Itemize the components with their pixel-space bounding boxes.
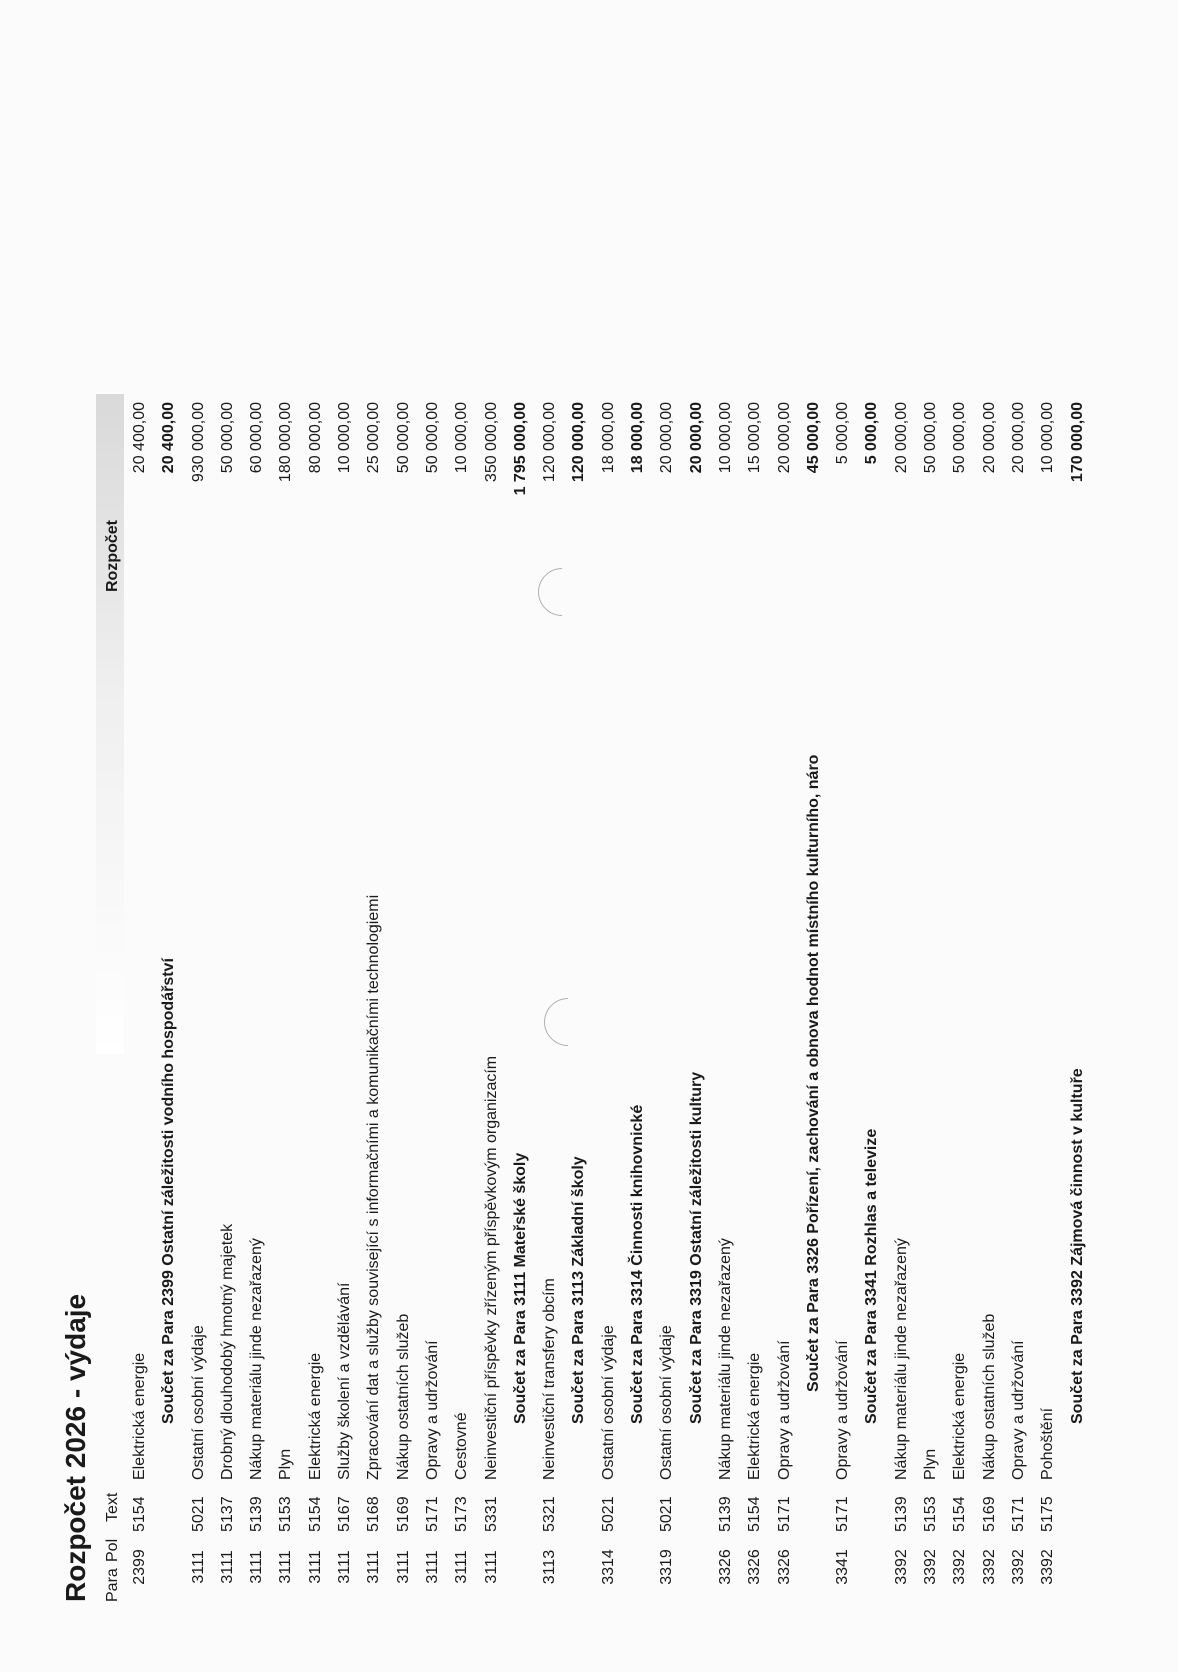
cell-amount: 20 400,00 bbox=[160, 402, 178, 474]
cell-para: 3111 bbox=[482, 1550, 500, 1584]
cell-pol: 5021 bbox=[189, 1496, 207, 1532]
table-row bbox=[302, 402, 331, 1602]
cell-para: 3111 bbox=[423, 1550, 441, 1584]
table-row bbox=[126, 402, 155, 1602]
cell-pol: 5169 bbox=[980, 1496, 998, 1532]
cell-para: 3326 bbox=[716, 1549, 734, 1585]
cell-amount: 15 000,00 bbox=[746, 402, 764, 474]
cell-amount: 50 000,00 bbox=[218, 402, 236, 474]
header-text: Text bbox=[104, 1492, 121, 1522]
cell-para: 3392 bbox=[1039, 1549, 1057, 1585]
cell-amount: 50 000,00 bbox=[951, 402, 969, 474]
cell-para: 3392 bbox=[951, 1549, 969, 1585]
table-row bbox=[888, 402, 917, 1602]
cell-amount: 45 000,00 bbox=[804, 402, 822, 474]
budget-document bbox=[60, 402, 1093, 1602]
cell-text: Nákup ostatních služeb bbox=[980, 1313, 998, 1480]
cell-amount: 20 400,00 bbox=[131, 402, 148, 474]
cell-para: 2399 bbox=[131, 1549, 148, 1585]
table-header bbox=[96, 402, 126, 1602]
cell-text: Plyn bbox=[922, 1448, 940, 1480]
cell-pol: 5154 bbox=[746, 1496, 764, 1532]
table-row bbox=[331, 402, 360, 1602]
cell-pol: 5137 bbox=[218, 1496, 236, 1532]
table-row bbox=[1034, 402, 1063, 1602]
cell-text: Ostatní osobní výdaje bbox=[599, 1325, 617, 1480]
cell-pol: 5021 bbox=[599, 1496, 617, 1532]
cell-text: Elektrická energie bbox=[306, 1352, 324, 1480]
table-row bbox=[653, 402, 682, 1602]
cell-para: 3341 bbox=[834, 1549, 852, 1585]
cell-pol: 5021 bbox=[658, 1496, 676, 1532]
cell-amount: 20 000,00 bbox=[1009, 402, 1027, 474]
cell-pol: 5154 bbox=[951, 1496, 969, 1532]
cell-pol: 5153 bbox=[922, 1496, 940, 1532]
header-pol: Pol bbox=[104, 1538, 121, 1562]
cell-amount: 50 000,00 bbox=[423, 402, 441, 474]
cell-para: 3111 bbox=[218, 1550, 236, 1584]
cell-para: 3111 bbox=[277, 1550, 295, 1584]
cell-text: Neinvestiční transfery obcím bbox=[541, 1278, 559, 1480]
table-row bbox=[478, 402, 507, 1602]
table-row bbox=[243, 402, 272, 1602]
cell-pol: 5153 bbox=[277, 1496, 295, 1532]
subtotal-row bbox=[155, 402, 184, 1602]
subtotal-row bbox=[1064, 402, 1093, 1602]
cell-amount: 170 000,00 bbox=[1068, 402, 1086, 483]
cell-text: Opravy a udržování bbox=[1009, 1340, 1027, 1480]
table-row bbox=[1005, 402, 1034, 1602]
cell-text: Neinvestiční příspěvky zřízeným příspěvkovým organizacím bbox=[482, 1055, 500, 1480]
table-row bbox=[419, 402, 448, 1602]
cell-amount: 120 000,00 bbox=[570, 402, 588, 483]
cell-text: Opravy a udržování bbox=[834, 1340, 852, 1480]
cell-para: 3111 bbox=[306, 1550, 324, 1584]
table-row bbox=[272, 402, 301, 1602]
table-row bbox=[976, 402, 1005, 1602]
cell-para: 3392 bbox=[892, 1549, 910, 1585]
cell-pol: 5154 bbox=[131, 1496, 148, 1532]
cell-pol: 5139 bbox=[716, 1496, 734, 1532]
table-row bbox=[360, 402, 389, 1602]
cell-para: 3111 bbox=[365, 1550, 383, 1584]
cell-para: 3392 bbox=[1009, 1549, 1027, 1585]
table-row bbox=[771, 402, 800, 1602]
cell-text: Elektrická energie bbox=[951, 1352, 969, 1480]
table-row bbox=[829, 402, 858, 1602]
cell-text: Opravy a udržování bbox=[775, 1340, 793, 1480]
table-row bbox=[946, 402, 975, 1602]
table-row bbox=[536, 402, 565, 1602]
cell-amount: 60 000,00 bbox=[248, 402, 266, 474]
cell-para: 3392 bbox=[980, 1549, 998, 1585]
cell-pol: 5139 bbox=[892, 1496, 910, 1532]
cell-para: 3319 bbox=[658, 1549, 676, 1585]
cell-pol: 5171 bbox=[834, 1496, 852, 1532]
cell-text: Pohoštění bbox=[1039, 1407, 1057, 1480]
cell-amount: 80 000,00 bbox=[306, 402, 324, 474]
cell-amount: 20 000,00 bbox=[687, 402, 705, 474]
cell-amount: 1 795 000,00 bbox=[511, 402, 529, 496]
cell-pol: 5321 bbox=[541, 1496, 559, 1532]
cell-amount: 20 000,00 bbox=[775, 402, 793, 474]
cell-text: Opravy a udržování bbox=[423, 1340, 441, 1480]
cell-para: 3111 bbox=[189, 1550, 207, 1584]
cell-pol: 5171 bbox=[1009, 1496, 1027, 1532]
table-row bbox=[917, 402, 946, 1602]
cell-pol: 5173 bbox=[453, 1496, 471, 1532]
cell-amount: 350 000,00 bbox=[482, 402, 500, 483]
cell-text: Nákup materiálu jinde nezařazený bbox=[892, 1238, 910, 1480]
cell-text: Služby školení a vzdělávání bbox=[336, 1282, 354, 1480]
subtotal-row bbox=[565, 402, 594, 1602]
cell-text: Nákup materiálu jinde nezařazený bbox=[716, 1238, 734, 1480]
header-para: Para bbox=[104, 1568, 121, 1602]
cell-pol: 5331 bbox=[482, 1496, 500, 1532]
cell-text: Součet za Para 3113 Základní školy bbox=[570, 1156, 588, 1424]
subtotal-row bbox=[507, 402, 536, 1602]
cell-pol: 5169 bbox=[394, 1496, 412, 1532]
page-title: Rozpočet 2026 - výdaje bbox=[60, 1293, 91, 1602]
cell-pol: 5168 bbox=[365, 1496, 383, 1532]
cell-pol: 5171 bbox=[775, 1496, 793, 1532]
cell-amount: 25 000,00 bbox=[365, 402, 383, 474]
cell-amount: 10 000,00 bbox=[716, 402, 734, 474]
cell-amount: 930 000,00 bbox=[189, 402, 207, 483]
cell-amount: 50 000,00 bbox=[922, 402, 940, 474]
cell-para: 3111 bbox=[394, 1550, 412, 1584]
cell-text: Součet za Para 3319 Ostatní záležitosti kultury bbox=[687, 1071, 705, 1424]
cell-text: Součet za Para 3392 Zájmová činnost v kultuře bbox=[1068, 1068, 1086, 1424]
table-row bbox=[741, 402, 770, 1602]
cell-text: Součet za Para 2399 Ostatní záležitosti vodního hospodářství bbox=[160, 958, 178, 1424]
cell-text: Nákup ostatních služeb bbox=[394, 1313, 412, 1480]
cell-text: Drobný dlouhodobý hmotný majetek bbox=[218, 1223, 236, 1480]
cell-text: Součet za Para 3111 Mateřské školy bbox=[511, 1152, 529, 1424]
cell-para: 3111 bbox=[453, 1550, 471, 1584]
cell-amount: 10 000,00 bbox=[1039, 402, 1057, 474]
cell-amount: 10 000,00 bbox=[453, 402, 471, 474]
cell-text: Součet za Para 3314 Činnosti knihovnické bbox=[629, 1104, 647, 1424]
cell-amount: 20 000,00 bbox=[892, 402, 910, 474]
cell-amount: 20 000,00 bbox=[980, 402, 998, 474]
cell-amount: 50 000,00 bbox=[394, 402, 412, 474]
cell-para: 3326 bbox=[775, 1549, 793, 1585]
cell-pol: 5171 bbox=[423, 1496, 441, 1532]
table-row bbox=[595, 402, 624, 1602]
cell-text: Plyn bbox=[277, 1448, 295, 1480]
cell-text: Ostatní osobní výdaje bbox=[189, 1325, 207, 1480]
cell-text: Elektrická energie bbox=[131, 1352, 148, 1480]
table-row bbox=[185, 402, 214, 1602]
cell-para: 3111 bbox=[336, 1550, 354, 1584]
cell-para: 3392 bbox=[922, 1549, 940, 1585]
header-budget: Rozpočet bbox=[104, 520, 121, 592]
cell-text: Součet za Para 3326 Pořízení, zachování a obnova hodnot místního kulturního, náro bbox=[804, 754, 822, 1392]
table-row bbox=[214, 402, 243, 1602]
cell-pol: 5167 bbox=[336, 1496, 354, 1532]
cell-text: Zpracování dat a služby související s informačními a komunikačními technologiemi bbox=[365, 894, 383, 1480]
cell-para: 3113 bbox=[541, 1549, 559, 1585]
cell-pol: 5139 bbox=[248, 1496, 266, 1532]
subtotal-row bbox=[858, 402, 887, 1602]
subtotal-row bbox=[683, 402, 712, 1602]
cell-amount: 20 000,00 bbox=[658, 402, 676, 474]
table-body bbox=[126, 402, 1093, 1602]
table-row bbox=[712, 402, 741, 1602]
table-row bbox=[390, 402, 419, 1602]
cell-para: 3326 bbox=[746, 1549, 764, 1585]
cell-amount: 5 000,00 bbox=[863, 402, 881, 465]
cell-text: Cestovné bbox=[453, 1412, 471, 1480]
cell-para: 3111 bbox=[248, 1550, 266, 1584]
cell-amount: 5 000,00 bbox=[834, 402, 852, 465]
cell-text: Nákup materiálu jinde nezařazený bbox=[248, 1238, 266, 1480]
cell-pol: 5175 bbox=[1039, 1496, 1057, 1532]
cell-amount: 180 000,00 bbox=[277, 402, 295, 483]
cell-pol: 5154 bbox=[306, 1496, 324, 1532]
cell-amount: 18 000,00 bbox=[629, 402, 647, 474]
subtotal-row bbox=[624, 402, 653, 1602]
cell-text: Součet za Para 3341 Rozhlas a televize bbox=[863, 1128, 881, 1424]
cell-amount: 10 000,00 bbox=[336, 402, 354, 474]
cell-para: 3314 bbox=[599, 1549, 617, 1585]
cell-amount: 120 000,00 bbox=[541, 402, 559, 483]
cell-text: Elektrická energie bbox=[746, 1352, 764, 1480]
table-row bbox=[448, 402, 477, 1602]
subtotal-row bbox=[800, 402, 829, 1602]
cell-text: Ostatní osobní výdaje bbox=[658, 1325, 676, 1480]
cell-amount: 18 000,00 bbox=[599, 402, 617, 474]
